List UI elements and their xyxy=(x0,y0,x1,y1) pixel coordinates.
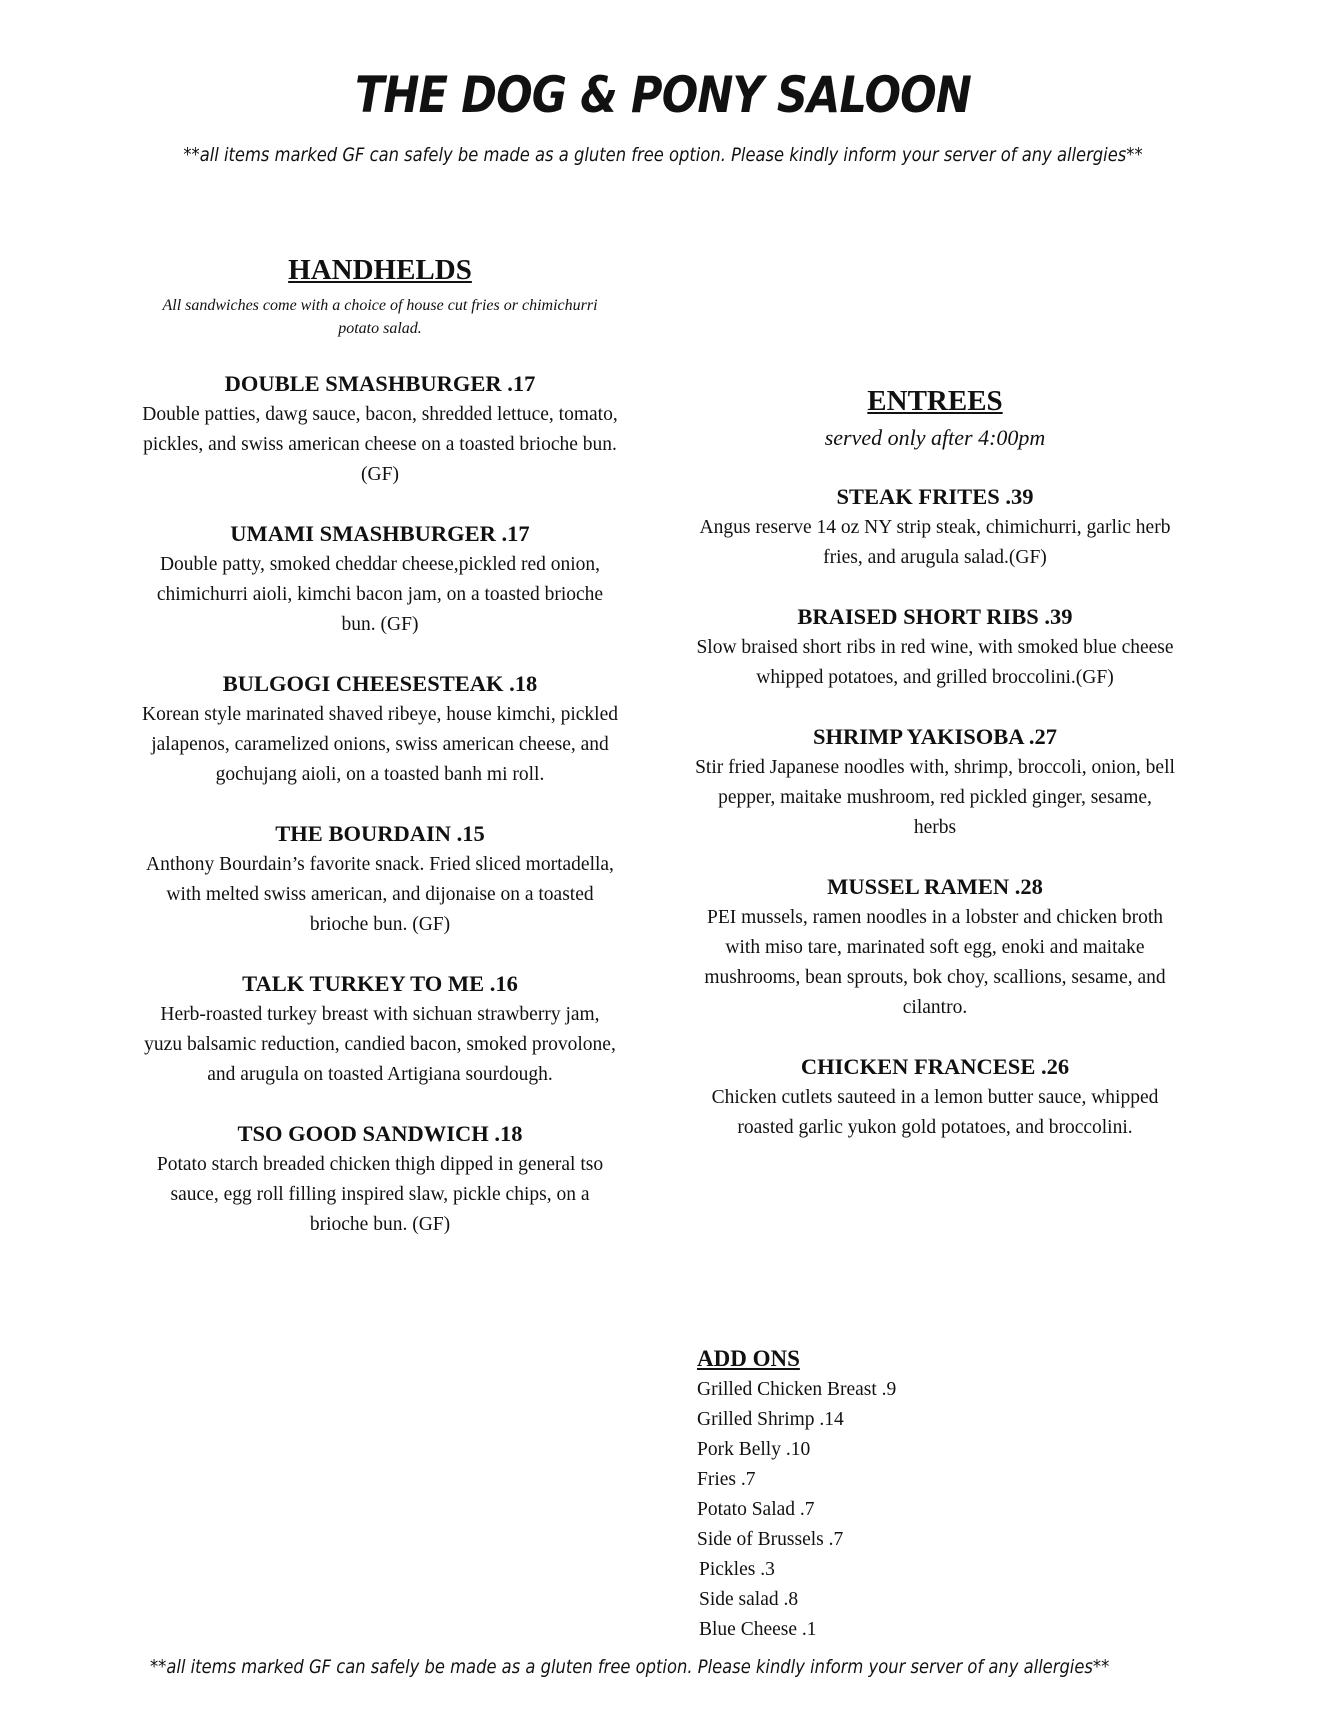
item-description: Double patties, dawg sauce, bacon, shredded lettuce, tomato, pickles, and swiss american cheese on a toasted brioche bun. (GF) xyxy=(142,404,618,485)
item-description: Slow braised short ribs in red wine, with smoked blue cheese whipped potatoes, and grilled broccolini.(GF) xyxy=(696,637,1174,688)
item-name: UMAMI SMASHBURGER .17 xyxy=(230,521,530,546)
item-name: TALK TURKEY TO ME .16 xyxy=(242,971,518,996)
menu-item xyxy=(695,1051,1175,1143)
item-name: BRAISED SHORT RIBS .39 xyxy=(797,604,1073,629)
item-description: Herb-roasted turkey breast with sichuan strawberry jam, yuzu balsamic reduction, candied bacon, smoked provolone, and arugula on toasted Artigiana sourdough. xyxy=(144,1004,616,1085)
item-name: DOUBLE SMASHBURGER .17 xyxy=(224,371,536,396)
addon-item: Potato Salad .7 xyxy=(697,1499,815,1520)
item-name: STEAK FRITES .39 xyxy=(836,484,1034,509)
addon-item: Pickles .3 xyxy=(699,1559,775,1580)
item-description: PEI mussels, ramen noodles in a lobster and chicken broth with miso tare, marinated soft egg, enoki and maitake mushrooms, bean sprouts, bok choy, scallions, sesame, and cilantro. xyxy=(704,907,1166,1018)
item-description: Chicken cutlets sauteed in a lemon butter sauce, whipped roasted garlic yukon gold potatoes, and broccolini. xyxy=(711,1087,1159,1138)
entrees-note: served only after 4:00pm xyxy=(824,425,1046,450)
menu-item xyxy=(695,601,1175,693)
addon-item: Pork Belly .10 xyxy=(697,1439,811,1460)
addon-item: Blue Cheese .1 xyxy=(699,1619,817,1640)
addons-title: ADD ONS xyxy=(697,1346,800,1371)
item-name: BULGOGI CHEESESTEAK .18 xyxy=(222,671,538,696)
item-name: MUSSEL RAMEN .28 xyxy=(827,874,1043,899)
entrees-title: ENTREES xyxy=(867,385,1003,417)
handhelds-section xyxy=(140,252,620,1240)
restaurant-title: THE DOG & PONY SALOON xyxy=(355,66,971,124)
menu-item xyxy=(140,968,620,1090)
item-name: TSO GOOD SANDWICH .18 xyxy=(237,1121,523,1146)
item-name: CHICKEN FRANCESE .26 xyxy=(800,1054,1070,1079)
menu-item xyxy=(140,518,620,640)
handhelds-title: HANDHELDS xyxy=(288,254,472,286)
item-description: Double patty, smoked cheddar cheese,pickled red onion, chimichurri aioli, kimchi bacon jam, on a toasted brioche bun. (GF) xyxy=(156,554,604,635)
handhelds-note: All sandwiches come with a choice of house cut fries or chimichurri potato salad. xyxy=(162,297,598,337)
menu-item xyxy=(695,871,1175,1023)
item-description: Stir fried Japanese noodles with, shrimp, broccoli, onion, bell pepper, maitake mushroom, red pickled ginger, sesame, herbs xyxy=(695,757,1175,838)
menu-item xyxy=(140,668,620,790)
item-name: SHRIMP YAKISOBA .27 xyxy=(812,724,1058,749)
item-name: THE BOURDAIN .15 xyxy=(275,821,485,846)
menu-item xyxy=(140,1118,620,1240)
item-description: Korean style marinated shaved ribeye, house kimchi, pickled jalapenos, caramelized onions, swiss american cheese, and gochujang aioli, on a toasted banh mi roll. xyxy=(142,704,618,785)
addon-item: Fries .7 xyxy=(697,1469,756,1490)
allergy-note-bottom: **all items marked GF can safely be made as a gluten free option. Please kindly inform your server of any allergies** xyxy=(150,1656,1110,1678)
menu-item xyxy=(140,368,620,490)
menu-item xyxy=(695,481,1175,573)
addon-item: Side salad .8 xyxy=(699,1589,799,1610)
addon-item: Side of Brussels .7 xyxy=(697,1529,844,1550)
addon-item: Grilled Chicken Breast .9 xyxy=(697,1379,897,1400)
item-description: Potato starch breaded chicken thigh dipped in general tso sauce, egg roll filling inspired slaw, pickle chips, on a brioche bun. (GF) xyxy=(156,1154,604,1235)
addons-section xyxy=(697,1343,1097,1645)
allergy-note-top: **all items marked GF can safely be made as a gluten free option. Please kindly inform your server of any allergies** xyxy=(183,144,1143,166)
item-description: Anthony Bourdain’s favorite snack. Fried sliced mortadella, with melted swiss american, and dijonaise on a toasted brioche bun. (GF) xyxy=(146,854,614,935)
menu-item xyxy=(695,721,1175,843)
menu-item xyxy=(140,818,620,940)
item-description: Angus reserve 14 oz NY strip steak, chimichurri, garlic herb fries, and arugula salad.(GF) xyxy=(699,517,1171,568)
addon-item: Grilled Shrimp .14 xyxy=(697,1409,844,1430)
entrees-section xyxy=(695,383,1175,1143)
